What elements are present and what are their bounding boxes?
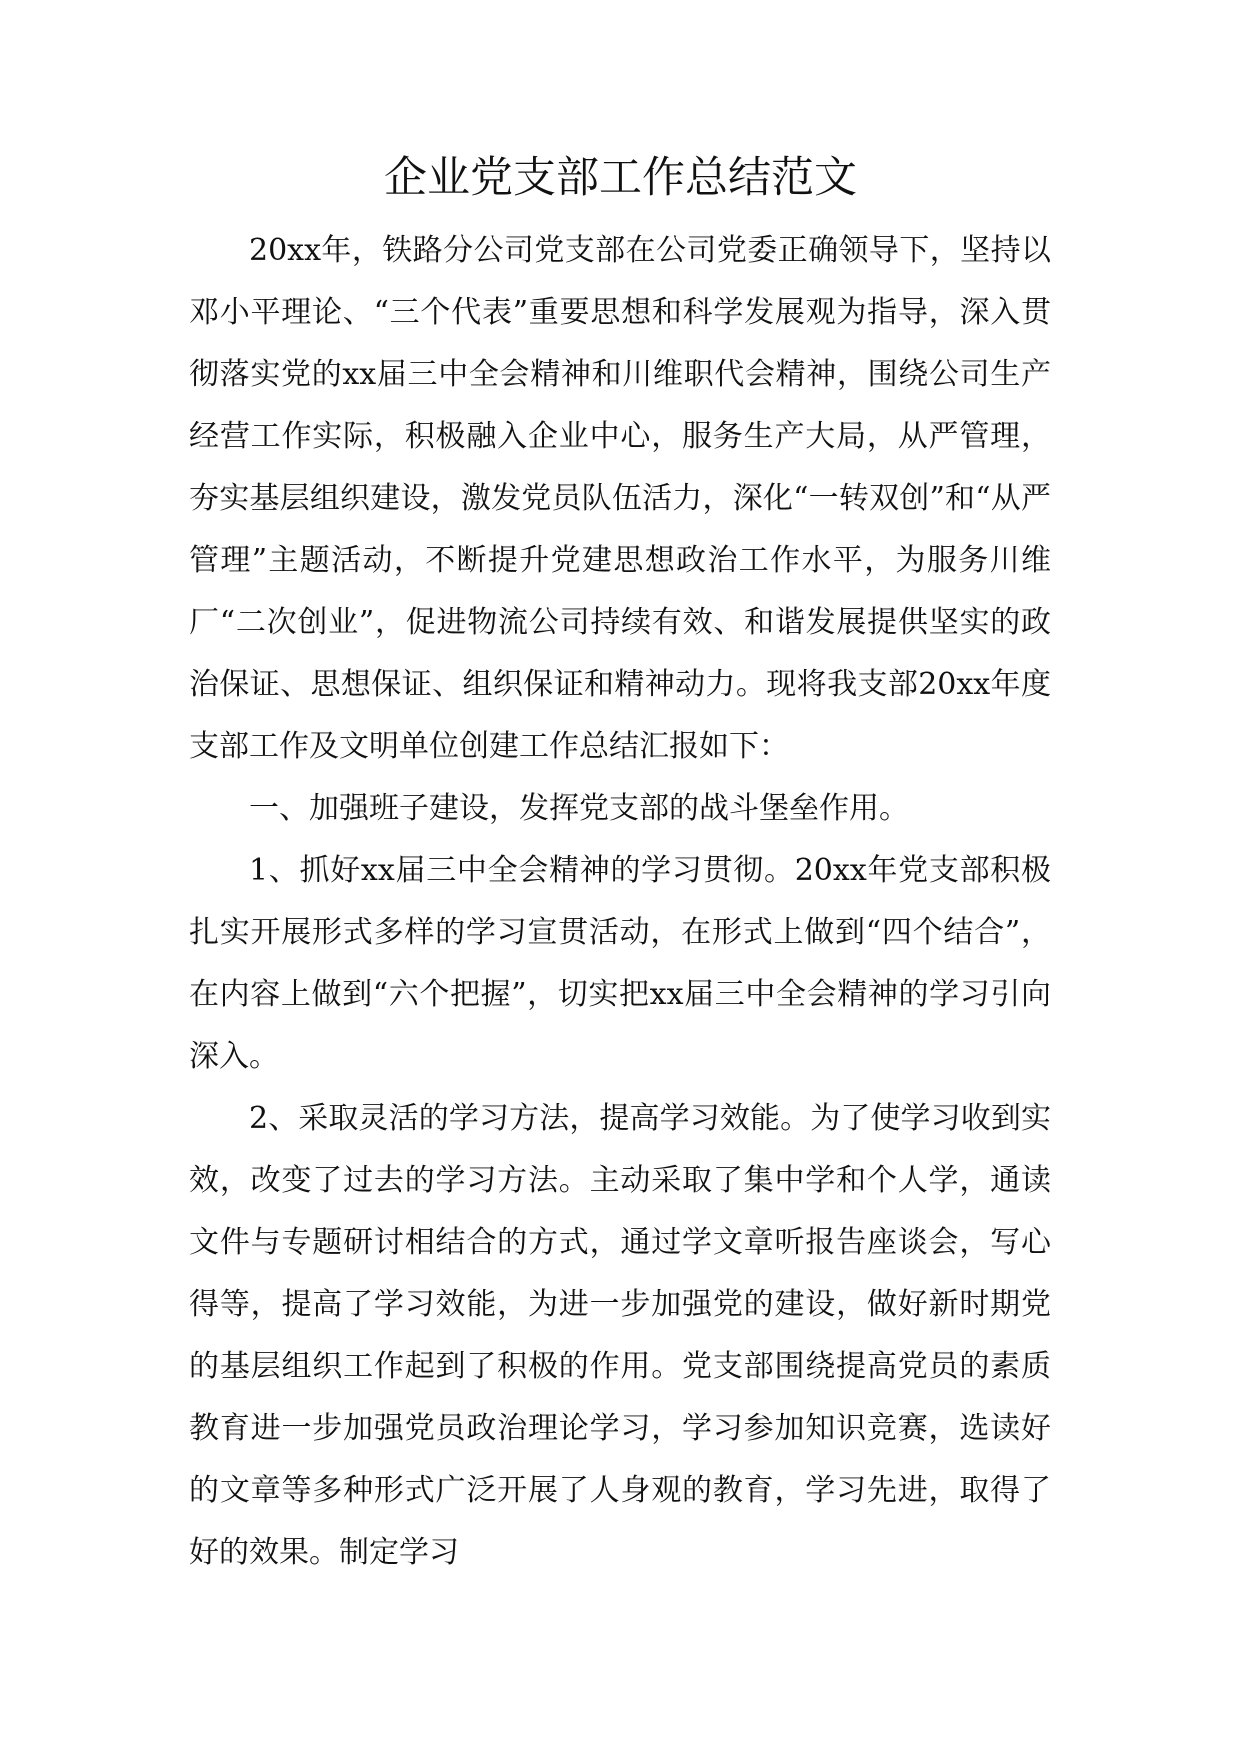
paragraph-item-1: 1、抓好xx届三中全会精神的学习贯彻。20xx年党支部积极扎实开展形式多样的学习宣贯活动，在形式上做到“四个结合”，在内容上做到“六个把握”，切实把xx届三中全会精神的学习引向深入。 (189, 853, 1051, 1074)
paragraph-item-2: 2、采取灵活的学习方法，提高学习效能。为了使学习收到实效，改变了过去的学习方法。主动采取了集中学和个人学，通读文件与专题研讨相结合的方式，通过学文章听报告座谈会，写心得等，提高了学习效能，为进一步加强党的建设，做好新时期党的基层组织工作起到了积极的作用。党支部围绕提高党员的素质教育进一步加强党员政治理论学习，学习参加知识竞赛，选读好的文章等多种形式广泛开展了人身观的教育，学习先进，取得了好的效果。制定学习 (189, 1101, 1051, 1570)
document-title: 企业党支部工作总结范文 (384, 153, 857, 203)
document-body (189, 220, 1051, 1584)
section-heading-1: 一、加强班子建设，发挥党支部的战斗堡垒作用。 (249, 791, 909, 826)
paragraph-intro: 20xx年，铁路分公司党支部在公司党委正确领导下，坚持以邓小平理论、“三个代表”重要思想和科学发展观为指导，深入贯彻落实党的xx届三中全会精神和川维职代会精神，围绕公司生产经营工作实际，积极融入企业中心，服务生产大局，从严管理，夯实基层组织建设，激发党员队伍活力，深化“一转双创”和“从严管理”主题活动，不断提升党建思想政治工作水平，为服务川维厂“二次创业”，促进物流公司持续有效、和谐发展提供坚实的政治保证、思想保证、组织保证和精神动力。现将我支部20xx年度支部工作及文明单位创建工作总结汇报如下： (189, 233, 1051, 764)
